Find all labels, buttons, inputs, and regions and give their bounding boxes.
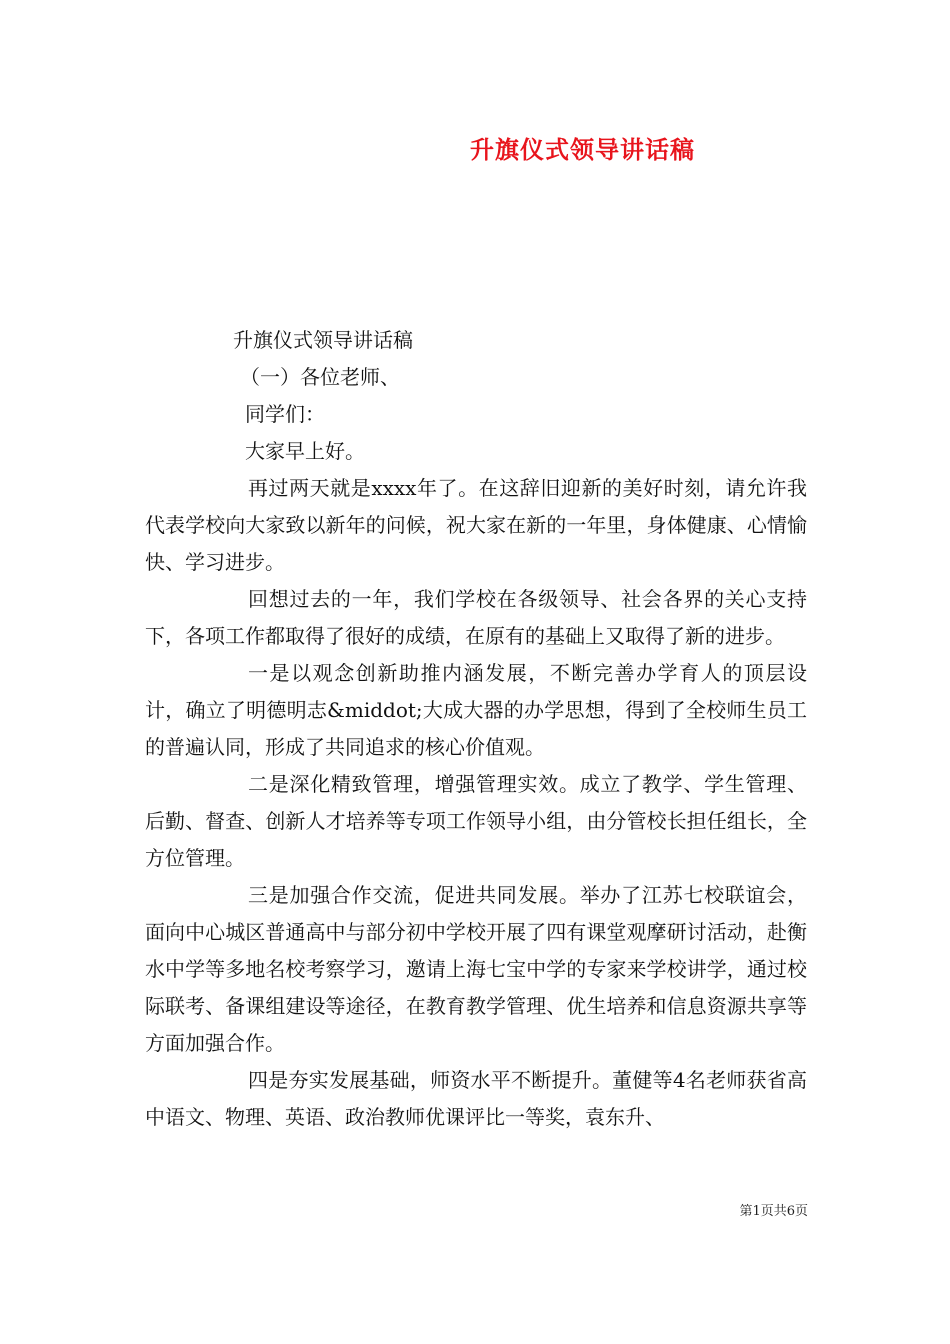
paragraph: 四是夯实发展基础，师资水平不断提升。董健等4名老师获省高中语文、物理、英语、政治教师优课评比一等奖，袁东升、 (145, 1068, 807, 1129)
heading-line: 升旗仪式领导讲话稿 (233, 328, 413, 352)
paragraph: 一是以观念创新助推内涵发展，不断完善办学育人的顶层设计，确立了明德明志&middot;大成大器的办学思想，得到了全校师生员工的普遍认同，形成了共同追求的核心价值观。 (145, 661, 807, 759)
page-footer: 第1页共6页 (739, 1204, 808, 1219)
paragraph: 二是深化精致管理，增强管理实效。成立了教学、学生管理、后勤、督查、创新人才培养等专项工作领导小组，由分管校长担任组长，全方位管理。 (145, 772, 807, 870)
paragraph: 再过两天就是xxxx年了。在这辞旧迎新的美好时刻，请允许我代表学校向大家致以新年的问候，祝大家在新的一年里，身体健康、心情愉快、学习进步。 (145, 476, 807, 574)
document-body (145, 322, 807, 1136)
salutation-line: 同学们： (245, 402, 325, 426)
paragraph: 三是加强合作交流，促进共同发展。举办了江苏七校联谊会，面向中心城区普通高中与部分初中学校开展了四有课堂观摩研讨活动，赴衡水中学等多地名校考察学习，邀请上海七宝中学的专家来学校讲学，通过校际联考、备课组建设等途径，在教育教学管理、优生培养和信息资源共享等方面加强合作。 (145, 883, 807, 1055)
paragraph: 回想过去的一年，我们学校在各级领导、社会各界的关心支持下，各项工作都取得了很好的成绩，在原有的基础上又取得了新的进步。 (145, 587, 807, 648)
greeting-line: 大家早上好。 (245, 439, 365, 463)
section-line: （一）各位老师、 (240, 365, 400, 389)
document-title: 升旗仪式领导讲话稿 (470, 135, 695, 164)
